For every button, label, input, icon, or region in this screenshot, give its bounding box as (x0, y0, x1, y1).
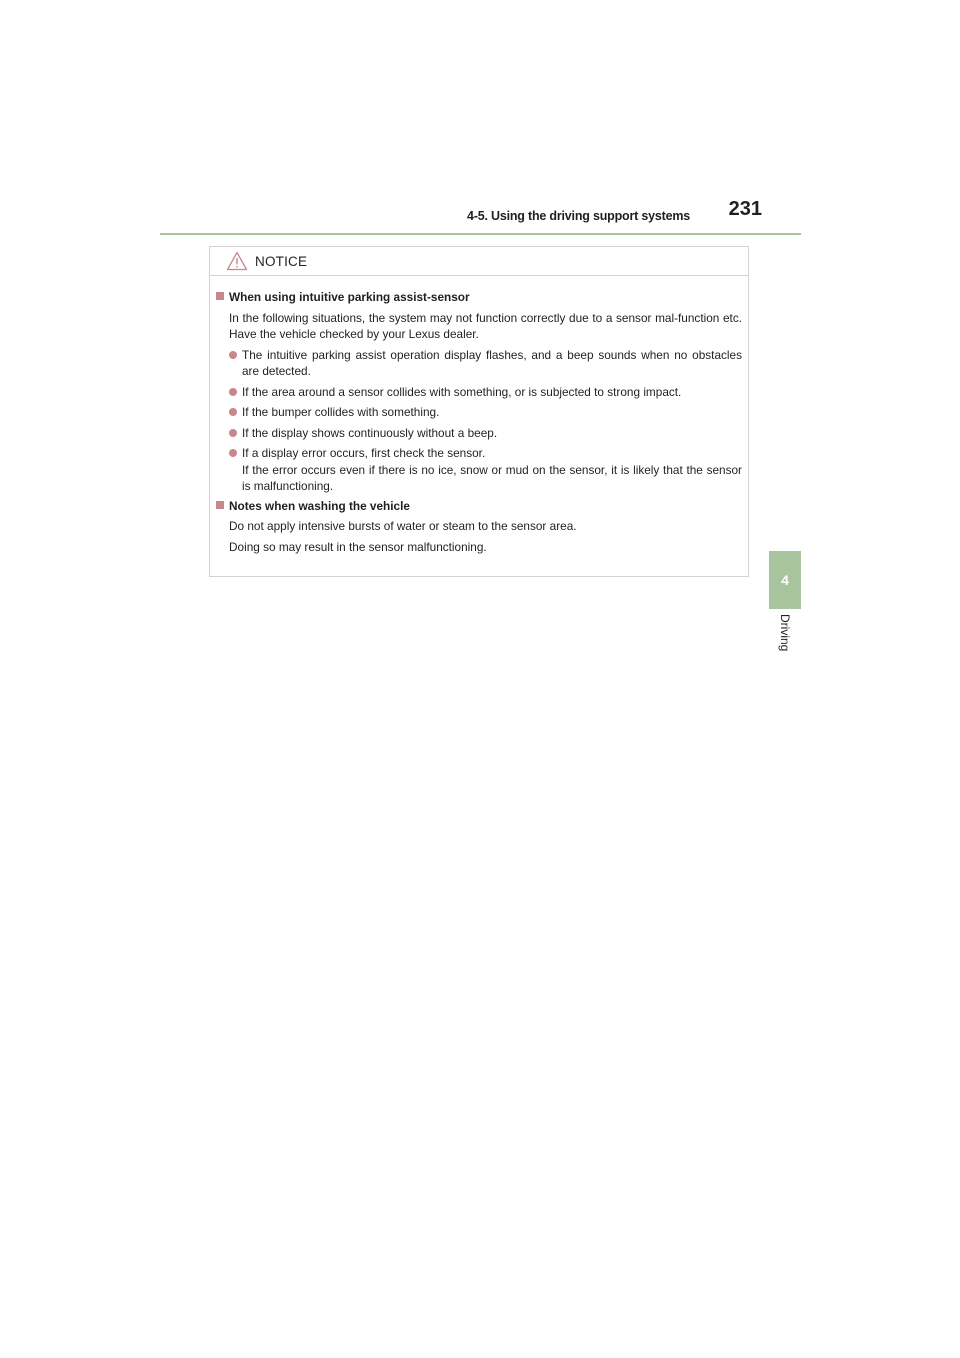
list-item-continuation: If the error occurs even if there is no ice, snow or mud on the sensor, it is likely that the sensor is malfunctioning. (242, 462, 742, 493)
list-item (216, 384, 742, 401)
dot-bullet-icon (229, 408, 237, 416)
notice-header (210, 247, 748, 276)
list-item (216, 445, 742, 495)
chapter-label-wrap (770, 614, 800, 674)
dot-bullet-icon (229, 429, 237, 437)
square-bullet-icon (216, 501, 224, 509)
list-item-text (242, 445, 742, 495)
header-divider (160, 233, 801, 235)
list-item (216, 347, 742, 380)
dot-bullet-icon (229, 449, 237, 457)
list-item-text: The intuitive parking assist operation display flashes, and a beep sounds when no obstacles are detected. (242, 347, 742, 378)
section-heading-text: Notes when washing the vehicle (229, 498, 410, 513)
dot-bullet-icon (229, 388, 237, 396)
list-item (216, 425, 742, 442)
chapter-number: 4 (781, 572, 789, 588)
section-heading (216, 289, 742, 306)
list-item-text: If the area around a sensor collides with something, or is subjected to strong impact. (242, 384, 682, 399)
dot-bullet-icon (229, 351, 237, 359)
section-title: 4-5. Using the driving support systems (466, 209, 690, 223)
section-heading-text: When using intuitive parking assist-sensor (229, 290, 470, 304)
notice-box (209, 246, 749, 577)
chapter-tab (769, 551, 801, 609)
section-paragraph: Do not apply intensive bursts of water or steam to the sensor area. (229, 519, 577, 533)
list-item-line: If a display error occurs, first check the sensor. (242, 446, 486, 460)
square-bullet-icon (216, 292, 224, 300)
list-item-text: If the bumper collides with something. (242, 405, 440, 419)
chapter-label: Driving (778, 614, 792, 652)
notice-body (210, 276, 748, 555)
section-paragraph: Doing so may result in the sensor malfunctioning. (229, 539, 487, 554)
list-item-text: If the display shows continuously without a beep. (242, 425, 498, 440)
section-intro: In the following situations, the system may not function correctly due to a sensor mal-function etc. Have the vehicle checked by your Lexus dealer. (229, 310, 742, 341)
list-item (216, 404, 742, 421)
section-heading (216, 498, 742, 515)
warning-triangle-icon (226, 251, 248, 271)
page-number: 231 (728, 198, 762, 220)
notice-title: NOTICE (255, 253, 308, 269)
